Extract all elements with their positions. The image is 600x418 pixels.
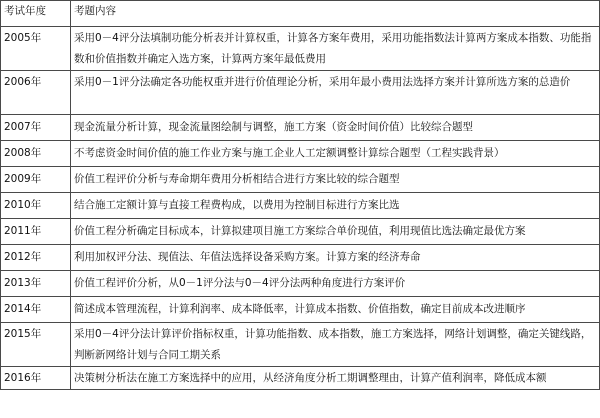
table-row: [1, 167, 600, 193]
year-text: 2010年: [4, 199, 42, 211]
content-text: 决策树分析法在施工方案选择中的应用，从经济角度分析工期调整理由，计算产值利润率，降低成本额: [74, 372, 547, 384]
row-content: [71, 71, 600, 115]
year-text: 2013年: [4, 277, 42, 289]
row-content: [71, 367, 600, 390]
content-text: 结合施工定额计算与直接工程费构成，以费用为控制目标进行方案比选: [74, 199, 400, 211]
row-year: [1, 323, 71, 367]
row-year: [1, 297, 71, 323]
row-year: [1, 71, 71, 115]
row-year: [1, 271, 71, 297]
year-text: 2011年: [4, 225, 42, 237]
row-year: [1, 27, 71, 71]
row-content: [71, 141, 600, 167]
row-year: [1, 367, 71, 390]
row-content: [71, 115, 600, 141]
row-content: [71, 193, 600, 219]
table-row: [1, 323, 600, 367]
header-year: 考试年度: [1, 1, 71, 27]
table-row: [1, 141, 600, 167]
row-year: [1, 245, 71, 271]
table-header-row: [1, 1, 600, 27]
content-text: 不考虑资金时间价值的施工作业方案与施工企业人工定额调整计算综合题型（工程实践背景）: [74, 147, 505, 159]
content-text: 利用加权评分法、现值法、年值法选择设备采购方案。计算方案的经济寿命: [74, 251, 421, 263]
row-year: [1, 167, 71, 193]
year-text: 2009年: [4, 173, 42, 185]
content-text: 价值工程评价分析与寿命期年费用分析相结合进行方案比较的综合题型: [74, 173, 400, 185]
row-content: [71, 245, 600, 271]
table-row: [1, 27, 600, 71]
row-content: [71, 297, 600, 323]
table-row: [1, 115, 600, 141]
header-content: 考题内容: [71, 1, 600, 27]
table-row: [1, 219, 600, 245]
row-content: [71, 167, 600, 193]
table-row: [1, 367, 600, 390]
row-content: [71, 323, 600, 367]
table-row: [1, 297, 600, 323]
row-content: [71, 271, 600, 297]
table-row: [1, 245, 600, 271]
content-text: 采用0－1评分法确定各功能权重并进行价值理论分析，采用年最小费用法选择方案并计算所选方案的总造价: [74, 76, 571, 88]
row-year: [1, 193, 71, 219]
content-text: 价值工程评价分析，从0－1评分法与0－4评分法两种角度进行方案评价: [74, 277, 406, 289]
row-content: [71, 219, 600, 245]
row-content: [71, 27, 600, 71]
table-row: [1, 193, 600, 219]
content-text: 简述成本管理流程，计算利润率、成本降低率，计算成本指数、价值指数，确定目前成本改进顺序: [74, 303, 526, 315]
content-text: 现金流量分析计算，现金流量图绘制与调整，施工方案（资金时间价值）比较综合题型: [74, 121, 473, 133]
year-text: 2016年: [4, 372, 42, 384]
content-text: 价值工程分析确定目标成本，计算拟建项目施工方案综合单价现值，利用现值比选法确定最优方案: [74, 225, 526, 237]
year-text: 2007年: [4, 121, 42, 133]
table-row: [1, 271, 600, 297]
year-text: 2006年: [4, 76, 42, 88]
year-text: 2014年: [4, 303, 42, 315]
year-text: 2012年: [4, 251, 42, 263]
year-text: 2005年: [4, 32, 42, 44]
content-text: 采用0－4评分法填制功能分析表并计算权重，计算各方案年费用，采用功能指数法计算两方案成本指数、功能指数和价值指数并确定入选方案，计算两方案年最低费用: [74, 32, 592, 65]
row-year: [1, 219, 71, 245]
content-text: 采用0－4评分法计算评价指标权重，计算功能指数、成本指数，施工方案选择，网络计划调整，确定关键线路，判断新网络计划与合同工期关系: [74, 328, 592, 361]
year-text: 2015年: [4, 328, 42, 340]
table-row: [1, 71, 600, 115]
year-text: 2008年: [4, 147, 42, 159]
row-year: [1, 115, 71, 141]
row-year: [1, 141, 71, 167]
